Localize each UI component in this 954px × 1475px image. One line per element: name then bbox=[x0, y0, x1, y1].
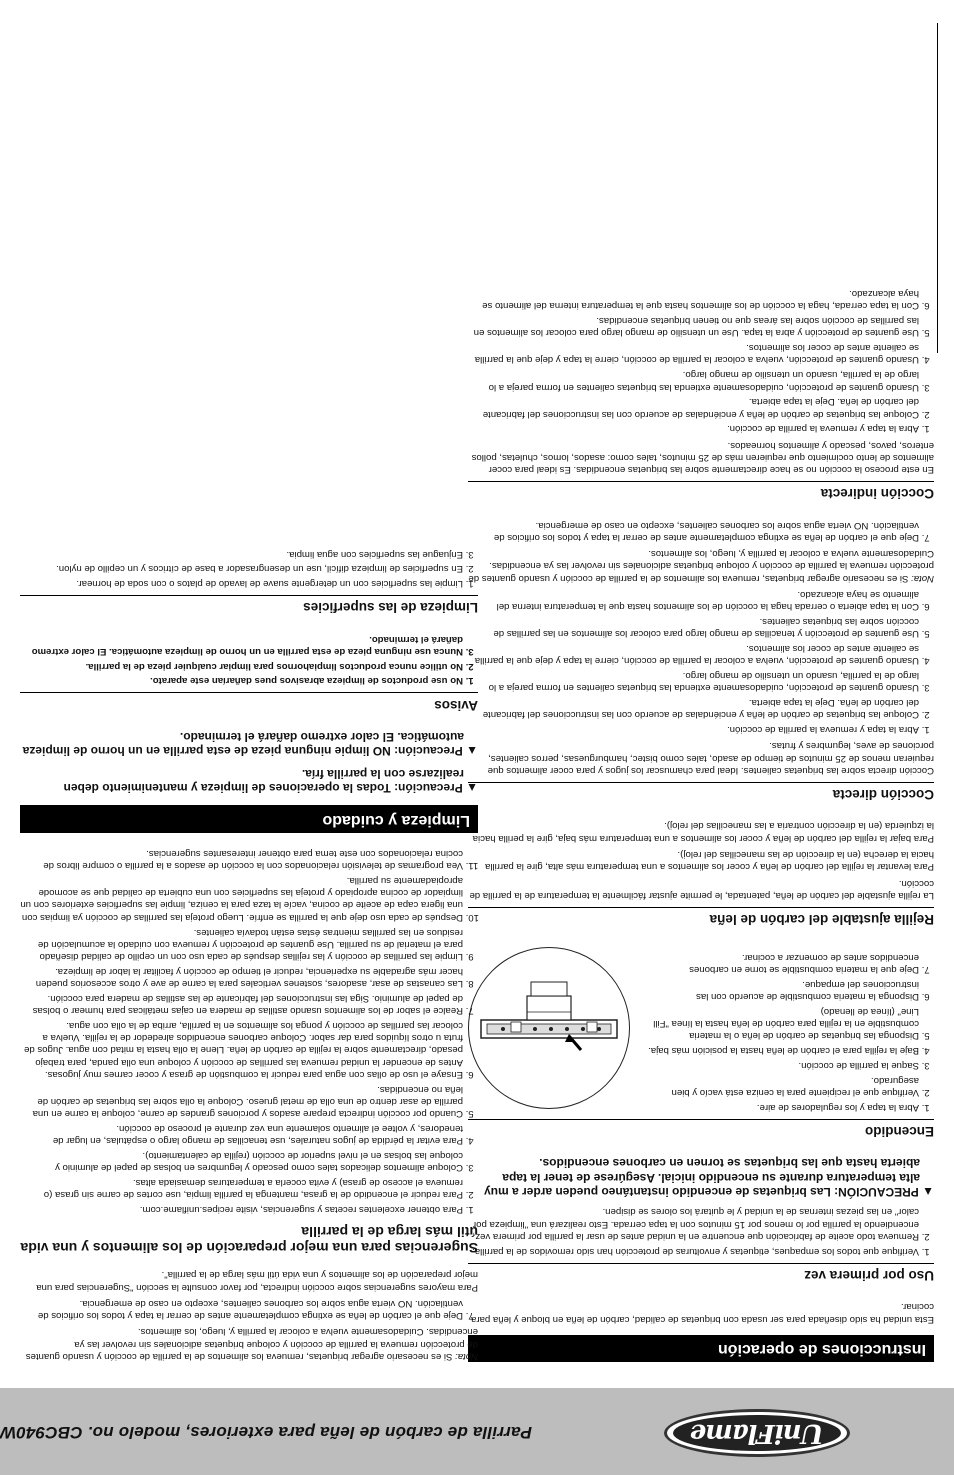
list-item: 6. Con la tapa cerrada, haga la cocción de los alimentos hasta que la temperatura interna del alimento se haya alcanzado. bbox=[468, 287, 919, 312]
list-item: 5. Disponga las briquetas de carbón de leña o la materia combustible en la rejilla para carbón de leña hasta la línea "Fill Line" (línea de llenado) bbox=[638, 1005, 919, 1042]
heading-first-use: Uso por primera vez bbox=[468, 1263, 934, 1290]
warning-self-clean-oven: ▲ Precaución: NO limpie ninguna pieza de esta parrilla en un horno de limpieza automática. El calor extremo dañará el terminado. bbox=[22, 730, 478, 759]
suggestions-list bbox=[20, 847, 478, 1215]
header-banner bbox=[0, 1388, 954, 1475]
document-title: Parrilla de carbón de leña para exteriores, modelo no. CBC940W bbox=[0, 1423, 532, 1442]
heading-suggestions: Sugerencias para una mejor preparación de los alimentos y una vida útil más larga de la parrilla bbox=[20, 1223, 478, 1257]
paragraph: La rejilla ajustable del carbón de leña, patentada, le permite ajustar fácilmente la temperatura de la parrilla de cocción. bbox=[469, 877, 934, 901]
list-item: 4. Usando guantes de protección, vuelva a colocar la parrilla de cocción, cierre la tapa y deje que la parrilla se caliente antes de cocer los alimentos. bbox=[468, 642, 919, 667]
list-item: 2. En superficies de limpieza difícil, use un desengrasador a base de cítricos y un cepillo de nylon. bbox=[20, 562, 463, 574]
paragraph: En este proceso la cocción no se hace directamente sobre las briquetas encendidas. Es ideal para cocer alimentos de lento cocimiento que requieren más de 25 minutos, tales como: asados, lomos, chuletas, pollos enteros, pavos, pescado y alimentos horneados. bbox=[471, 439, 934, 476]
list-item: 3. Nunca use ninguna pieza de esta parrilla en un horno de limpieza automática. El calor extremo dañará el terminado. bbox=[20, 632, 463, 657]
heading-notices: Avisos bbox=[20, 692, 478, 719]
paragraph: Para bajar la rejilla del carbón de leña y cocer los alimentos a una temperatura más baja, gire la perilla hacia la izquierda (en la dirección contraria a las manecillas del reloj). bbox=[472, 820, 934, 844]
warning-cold-grill: ▲ Precaución: Todas la operaciones de limpieza y mantenimiento deben realizarse con la parrilla fría. bbox=[63, 766, 478, 796]
intro-text: Esta unidad ha sido diseñada para ser usada con briquetas de calidad, carbón de leña en bloque y leña para cocinar. bbox=[471, 1301, 934, 1325]
list-item: 10. Después de cada uso deje que la parrilla se enfríe. Luego proteja las parrillas de cocción ya limpias con una ligera capa de aceite de cocina, vacíe la taza para la ceniza, limpie las superficies exteriores con un limpiador de cocina apropiado y proteja las superficies con una cubierta de calidad que se acomode apropiadamente su parrilla. bbox=[20, 874, 463, 923]
note bbox=[20, 1325, 478, 1362]
fill-line-illustration bbox=[468, 947, 630, 1109]
paragraph: Para mayores sugerencias sobre cocción indirecta, por favor consulte la sección "Sugerencias para una mejor preparación de los alimentos y una vida útil más larga de la parrilla". bbox=[36, 1269, 478, 1293]
list-item: 2. Coloque las briquetas de carbón de leña y enciéndalas de acuerdo con las instrucciones del fabricante del carbón de leña. Deje la tapa abierta. bbox=[468, 696, 919, 721]
section-title-care: Limpieza y cuidado bbox=[20, 805, 478, 832]
heading-direct-cooking: Cocción directa bbox=[468, 782, 934, 809]
heading-surface-cleaning: Limpieza de las superficies bbox=[20, 595, 478, 622]
notices-list bbox=[20, 632, 478, 686]
list-item: 8. Las canastas de asar, asadores, sostenes verticales para la carne de ave y otros accesorios pueden hacer más agradable su experiencia, reducir el tiempo de cocción y facilitar la labor de limpieza. bbox=[20, 965, 463, 990]
heading-lighting: Encendido bbox=[468, 1119, 934, 1146]
heading-indirect-cooking: Cocción indirecta bbox=[468, 481, 934, 508]
list-item: 1. No use productos de limpieza abrasivos pues dañarían este aparato. bbox=[20, 674, 463, 686]
list-item: 2. Verifique que el recipiente para la ceniza está vacío y bien asegurado. bbox=[638, 1073, 919, 1098]
list-item: 1. Abra la tapa y remueva la parrilla de cocción. bbox=[468, 422, 919, 434]
list-item: 1. Limpie las superficies con un detergente suave de lavado de platos o con soda de hornear. bbox=[20, 577, 463, 589]
surfaces-list bbox=[20, 547, 478, 589]
list-item: 1. Abra la tapa y los reguladores de aire. bbox=[638, 1100, 919, 1112]
list-item: 1. Para obtener excelentes recetas y sugerencias, visite recipes.uniflame.com. bbox=[20, 1203, 463, 1215]
indirect-cooking-list bbox=[468, 287, 934, 434]
list-item: 3. Usando guantes de protección, cuidadosamente extienda las briquetas calientes en forma pareja a lo largo de la parrilla, usando un utensilio de mango largo. bbox=[468, 669, 919, 694]
list-item: 6. Con la tapa abierta o cerrada haga la cocción de los alimentos hasta que la temperatura interna del alimento se haya alcanzado. bbox=[468, 588, 919, 613]
paragraph: Cocción directa sobre las briquetas calientes. Ideal para chamuscar los jugos y para cocer alimentos que requieran menos de 25 minutos de tiempo de asado, tales como bistec, hamburguesas, perros calientes, porciones de aves, legumbres y frutas. bbox=[487, 740, 934, 776]
section-title-operation: Instrucciones de operación bbox=[468, 1335, 934, 1362]
right-column bbox=[20, 543, 478, 1362]
note-label: Nota: bbox=[911, 572, 934, 584]
list-item: 3. Saque la parrilla de cocción. bbox=[638, 1059, 919, 1071]
list-item: 2. No utilice nunca productos limpiahornos para limpiar cualquier pieza de la parrilla. bbox=[20, 659, 463, 671]
list-item: 7. Deje que la materia combustible se torne en carbones encendidos antes de comenzar a cocinar. bbox=[638, 951, 919, 976]
note bbox=[468, 547, 934, 584]
list-item: 4. Baje la rejilla para el carbón de leña hasta la posición más baja. bbox=[638, 1044, 919, 1056]
list-item: 11. Vea programas de televisión relacionados con la cocción de asados a la parrilla o compre libros de cocina relacionados con este tema para obtener interesantes sugerencias. bbox=[20, 847, 463, 872]
list-item: 1. Verifique que todos los empaques, etiquetas y envolturas de protección han sido removidos de la parrilla. bbox=[468, 1244, 919, 1256]
list-item: 6. Disponga la materia combustible de acuerdo con las instrucciones del empaque. bbox=[638, 978, 919, 1003]
logo-text: UniFlame bbox=[673, 1415, 841, 1451]
warning-text: Precaución: Todas la operaciones de limpieza y mantenimiento deben realizarse con la parrilla fría. bbox=[63, 766, 464, 796]
direct-cooking-list-cont bbox=[468, 518, 934, 543]
warning-text: PRECAUCIÓN: Las briquetas de encendido instantáneo pueden arder a muy alta temperatura durante su encendido inicial. Asegúrese de tener la tapa abierta hasta que las briquetas se tornen en carbones encendidos. bbox=[484, 1156, 920, 1200]
list-item: 6. Ensaye el uso de ollas con agua para reducir la combustión de grasa y cocer carnes muy jugosas. Antes de encender la unidad remueva las parrillas de cocción y coloque una olla panda, para trabajo pesado, directamente sobre la rejilla de carbón de leña. Llene la olla hasta la mitad con agua. Jugos de fruta u otros líquidos para dar sabor. Coloque carbones encendidos alrededor de la rejilla. Vuelva a colocar las parrillas de cocción y ponga los alimentos en la parrilla, arriba de la olla con agua. bbox=[20, 1019, 463, 1080]
column-divider bbox=[937, 23, 938, 353]
list-item: 7. Deje que el carbón de leña se extinga completamente antes de cerrar la tapa y todos los orificios de ventilación. NO vierta agua sobre los carbones calientes, excepto en caso de emergencia. bbox=[20, 1297, 463, 1322]
list-item: 3. Usando guantes de protección, cuidadosamente extienda las briquetas calientes en forma pareja a lo largo de la parrilla, usando un utensilio de mango largo. bbox=[468, 368, 919, 393]
list-item: 5. Use guantes de protección y abra la tapa. Use un utensilio de mango largo para colocar los alimentos en las parrillas de cocción sobre las áreas que no tienen briquetas encendidas. bbox=[468, 314, 919, 339]
indirect-list-cont bbox=[20, 1297, 478, 1322]
list-item: 2. Para reducir el encendido de la grasa, mantenga la parrilla limpia, use cortes de carne sin grasa (o remueva el acceso de grasa) y evita cocerla a temperaturas demasiada altas. bbox=[20, 1176, 463, 1201]
list-item: 5. Use guantes de protección y tenacillas de mango largo para colocar los alimentos en las parrillas de cocción sobre las briquetas calientes. bbox=[468, 615, 919, 640]
list-item: 5. Cuando por cocción indirecta prepare asados y porciones grandes de carne, coloque la carne en una parrilla de asar dentro de una olla de metal grueso. Coloque la olla sobre las briquetas de carbón de leña no encendidas. bbox=[20, 1082, 463, 1119]
list-item: 4. Usando guantes de protección, vuelva a colocar la parrilla de cocción, cierre la tapa y deje que la parrilla se caliente antes de cocer los alimentos. bbox=[468, 341, 919, 366]
first-use-list bbox=[468, 1205, 934, 1257]
note-text: Si es necesario agregar briquetas, remueva los alimentos de la parrilla de cocción y usando guantes de protección remueva la parrilla de cocción y coloque briquetas adicionales sin revolver las ya encendidas. Cuidadosamente vuelva a colocar la parrilla y, luego, los alimentos. bbox=[468, 548, 934, 584]
warning-briquets: ▲ PRECAUCIÓN: Las briquetas de encendido instantáneo pueden arder a muy alta temperatura durante su encendido inicial. Asegúrese de tener la tapa abierta hasta que las briquetas se tornen en carbones encendidos. bbox=[484, 1156, 934, 1200]
paragraph: Para levantar la rejilla del carbón de leña y cocer los alimentos a una temperatura más alta, gire la parrilla hacia la derecha (en la dirección de las manecillas del reloj). bbox=[484, 848, 934, 873]
list-item: 1. Abra la tapa y remueva la parrilla de cocción. bbox=[468, 723, 919, 735]
grill-diagram bbox=[469, 948, 629, 1108]
list-item: 4. Para evitar la pérdida de jugos naturales, use tenacillas de mango largo o espátulas, en lugar de tenedores, y voltee el alimento solamente una vez durante el proceso de cocción. bbox=[20, 1122, 463, 1147]
lighting-block bbox=[468, 944, 934, 1113]
warning-text: Precaución: NO limpie ninguna pieza de esta parrilla en un horno de limpieza automática. El calor extremo dañará el terminado. bbox=[22, 730, 464, 759]
note-text: Si es necesario agregar briquetas, remueva los alimentos de la parrilla de cocción y usando guantes de protección remueva la parrilla de cocción y coloque briquetas adicionales sin revolver las ya encendidas. Cuidadosamente vuelva a colocar la parrilla y, luego, los alimentos. bbox=[25, 1326, 478, 1362]
list-item: 9. Limpie las parrillas de cocción y las rejillas después de cada uso con un cepillo de calidad diseñado para el material de su parrilla. Use guantes de protección y remueva con cuidado la acumulación de residuos en las parrillas mientras éstas están todavía calientes. bbox=[20, 925, 463, 962]
note-label: Nota: bbox=[455, 1351, 478, 1362]
lighting-list bbox=[638, 948, 934, 1113]
heading-adjustable-grate: Rejilla ajustable del carbón de leña bbox=[468, 907, 934, 934]
list-item: 3. Enjuague las superficies con agua limpia. bbox=[20, 547, 463, 559]
list-item: 7. Realce el sabor de los alimentos usando astillas de madera en cajas metálicas para humear o bolsas de papel de aluminio. Siga las instrucciones del fabricante de las astillas de madera para cocción. bbox=[20, 992, 463, 1017]
list-item: 7. Deje que el carbón de leña se extinga completamente antes de cerrar la tapa y todos los orificios de ventilación. NO vierta agua sobre los carbones calientes, excepto en caso de emergencia. bbox=[468, 518, 919, 543]
list-item: 3. Coloque alimentos delicados tales como pescado y legumbres en bolsas de papel de aluminio y coloque las bolsas en el nivel superior de cocción (rejilla de calentamiento). bbox=[20, 1149, 463, 1174]
list-item: 2. Remueva todo aceite de fabricación que encuentre en la unidad antes de usar la parrilla por primera vez, encendiendo la parrilla por lo menos por 15 minutos con la tapa cerrada. Esto realizará una "limpieza por calor" en las piezas internas de la unidad y le quitará los olores se disipen. bbox=[468, 1205, 919, 1242]
left-column bbox=[468, 283, 934, 1362]
direct-cooking-list bbox=[468, 588, 934, 735]
uniflame-logo bbox=[664, 1409, 850, 1457]
list-item: 2. Coloque las briquetas de carbón de leña y enciéndalas de acuerdo con las instrucciones del fabricante del carbón de leña. Deje la tapa abierta. bbox=[468, 395, 919, 420]
